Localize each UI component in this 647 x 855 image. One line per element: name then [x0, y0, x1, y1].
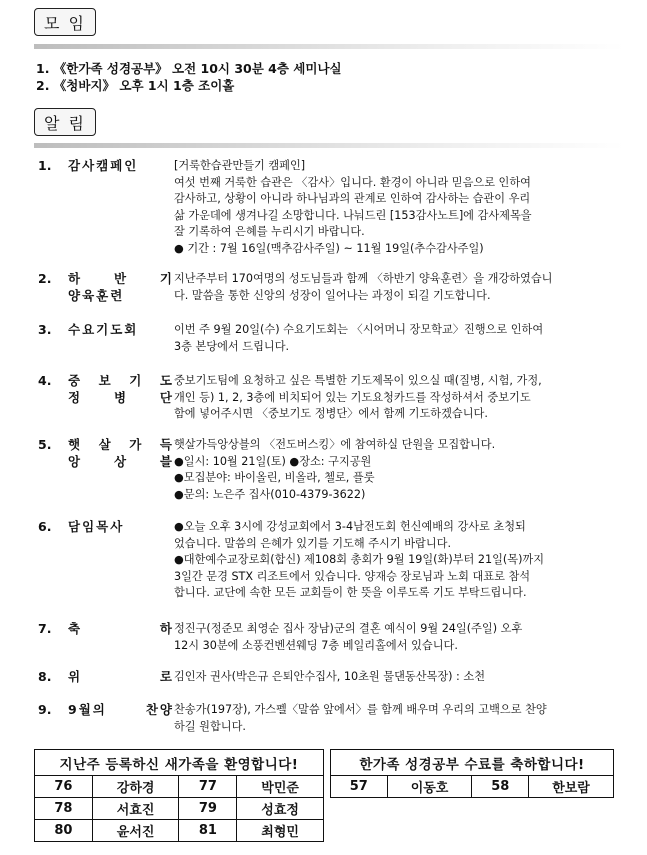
member-number: 81 [179, 820, 237, 842]
notice-line: 12시 30분에 소풍컨벤션웨딩 7층 베일리홀에서 있습니다. [174, 638, 458, 652]
notice-title [68, 437, 174, 503]
notice-body [174, 669, 618, 686]
member-name: 강하경 [92, 776, 179, 798]
notice-item [38, 373, 618, 423]
notice-line: 김인자 권사(박은규 은퇴안수집사, 10초원 물댄동산목장) : 소천 [174, 670, 485, 683]
member-number: 80 [35, 820, 93, 842]
notice-title [68, 373, 174, 423]
notice-body [174, 373, 618, 423]
notice-item [38, 158, 618, 257]
notice-line: 다. 말씀을 통한 신앙의 성장이 일어나는 과정이 되길 기도합니다. [174, 288, 491, 302]
notice-line: 함에 넣어주시면 〈중보기도 정병단〉에서 함께 기도하겠습니다. [174, 407, 488, 420]
notice-line: [거룩한습관만들기 캠페인] [174, 159, 306, 172]
member-name: 윤서진 [92, 820, 179, 842]
gathering-item: 2. 《청바지》 오후 1시 1층 조이홀 [36, 78, 235, 93]
notice-number: 7. [38, 621, 52, 636]
notice-line: 합니다. 교단에 속한 모든 교회들이 한 뜻을 이루도록 기도 부탁드립니다. [174, 586, 527, 599]
notice-line: 이번 주 9월 20일(수) 수요기도회는 〈시어머니 장모학교〉진행으로 인하여 [174, 323, 544, 336]
gathering-list [36, 60, 342, 94]
gathering-item: 1. 《한가족 성경공부》 오전 10시 30분 4층 세미나실 [36, 61, 342, 76]
notice-line: 3층 본당에서 드립니다. [174, 339, 290, 353]
gathering-divider [34, 44, 624, 49]
notice-item [38, 271, 618, 304]
welcome-table-header: 지난주 등록하신 새가족을 환영합니다! [35, 750, 324, 776]
notice-title [68, 271, 174, 304]
notice-title-line: 중 보 기 도 [68, 373, 174, 388]
notice-line: 개인 등) 1, 2, 3층에 비치되어 있는 기도요청카드를 작성하셔서 중보기도 [174, 390, 531, 404]
member-number: 79 [179, 798, 237, 820]
member-name: 박민준 [237, 776, 324, 798]
notice-line: 중보기도팀에 요청하고 싶은 특별한 기도제목이 있으실 때(질병, 시험, 가정, [174, 374, 542, 387]
member-number: 57 [331, 776, 388, 798]
notice-body [174, 519, 618, 602]
notice-line: ●대한예수교장로회(합신) 제108회 총회가 9월 19일(화)부터 21일(목)까지 [174, 553, 545, 566]
member-name: 성효정 [237, 798, 324, 820]
notice-number: 6. [38, 519, 52, 534]
notice-line: ●문의: 노은주 집사(010-4379-3622) [174, 487, 366, 501]
member-number: 76 [35, 776, 93, 798]
notice-title [68, 519, 174, 602]
notice-item [38, 519, 618, 602]
member-name: 최형민 [237, 820, 324, 842]
notice-divider [34, 143, 624, 148]
notice-title-line: 정 병 단 [68, 389, 174, 405]
notice-body [174, 437, 618, 503]
congrats-table-header: 한가족 성경공부 수료를 축하합니다! [331, 750, 614, 776]
table-row [35, 798, 324, 820]
notice-section-label: 알 림 [34, 108, 96, 136]
member-name: 한보람 [529, 776, 614, 798]
table-row [331, 776, 614, 798]
notice-line: 햇살가득앙상블의 〈전도버스킹〉에 참여하실 단원을 모집합니다. [174, 438, 496, 451]
notice-line: ●오늘 오후 3시에 강성교회에서 3-4남전도회 헌신예배의 강사로 초청되 [174, 520, 526, 533]
notice-body [174, 158, 618, 257]
notice-line: 하길 원합니다. [174, 719, 246, 733]
notice-number: 3. [38, 322, 52, 337]
notice-number: 5. [38, 437, 52, 452]
notice-title-line: 햇 살 가 득 [68, 437, 174, 452]
member-name: 서효진 [92, 798, 179, 820]
notice-line: 잘 기록하여 은혜를 누리시기 바랍니다. [174, 225, 365, 238]
notice-item [38, 669, 618, 686]
welcome-table [34, 749, 324, 842]
notice-number: 4. [38, 373, 52, 388]
notice-line: 정진구(정준모 최영순 집사 장남)군의 결혼 예식이 9월 24일(주일) 오후 [174, 622, 523, 635]
notice-title-line: 위 로 [68, 669, 174, 684]
notice-body [174, 322, 618, 355]
notice-title-line: 9월의 찬양 [68, 702, 174, 717]
notice-title-line: 앙 상 블 [68, 453, 174, 469]
gathering-section-label: 모 임 [34, 8, 96, 36]
notice-item [38, 702, 618, 735]
notice-line: 찬송가(197장), 가스펠〈말씀 앞에서〉를 함께 배우며 우리의 고백으로 찬양 [174, 703, 547, 716]
notice-body [174, 702, 618, 735]
notice-body [174, 271, 618, 304]
notice-line: 감사하고, 상황이 아니라 하나님과의 관계로 인하여 감사하는 습관이 우리 [174, 192, 531, 205]
member-number: 77 [179, 776, 237, 798]
notice-item [38, 621, 618, 654]
notice-item [38, 437, 618, 503]
table-row [35, 776, 324, 798]
member-number: 58 [472, 776, 529, 798]
notice-number: 2. [38, 271, 52, 286]
notice-line: ●모집분야: 바이올린, 비올라, 첼로, 플룻 [174, 471, 375, 484]
notice-line: 3일간 문경 STX 리조트에서 있습니다. 양재승 장로님과 노회 대표로 참석 [174, 569, 531, 583]
notice-number: 9. [38, 702, 52, 717]
notice-title [68, 702, 174, 735]
notice-title [68, 669, 174, 686]
notice-title-line: 축 하 [68, 621, 174, 636]
notice-line: ●일시: 10월 21일(토) ●장소: 구지공원 [174, 454, 372, 468]
notice-number: 1. [38, 158, 52, 173]
notice-line: ● 기간 : 7월 16일(맥추감사주일) ~ 11월 19일(추수감사주일) [174, 241, 484, 255]
notice-title [68, 621, 174, 654]
notice-title-line: 하 반 기 [68, 271, 174, 286]
notice-item [38, 322, 618, 355]
notice-title-line: 양육훈련 [68, 287, 125, 303]
notice-title [68, 322, 174, 355]
notice-line: 여섯 번째 거룩한 습관은 〈감사〉입니다. 환경이 아니라 믿음으로 인하여 [174, 175, 531, 189]
notice-line: 지난주부터 170여명의 성도님들과 함께 〈하반기 양육훈련〉을 개강하였습니 [174, 272, 553, 285]
member-number: 78 [35, 798, 93, 820]
notice-title-line: 감사캠페인 [68, 158, 139, 173]
member-name: 이동호 [387, 776, 472, 798]
notice-title-line: 수요기도회 [68, 322, 139, 337]
notice-number: 8. [38, 669, 52, 684]
table-row [35, 820, 324, 842]
notice-title [68, 158, 174, 257]
notice-line: 었습니다. 말씀의 은혜가 있기를 기도해 주시기 바랍니다. [174, 536, 452, 550]
notice-title-line: 담임목사 [68, 519, 125, 534]
notice-line: 삶 가운데에 생겨나길 소망합니다. 나눠드린 [153감사노트]에 감사제목을 [174, 208, 532, 222]
congrats-table [330, 749, 614, 798]
notice-body [174, 621, 618, 654]
